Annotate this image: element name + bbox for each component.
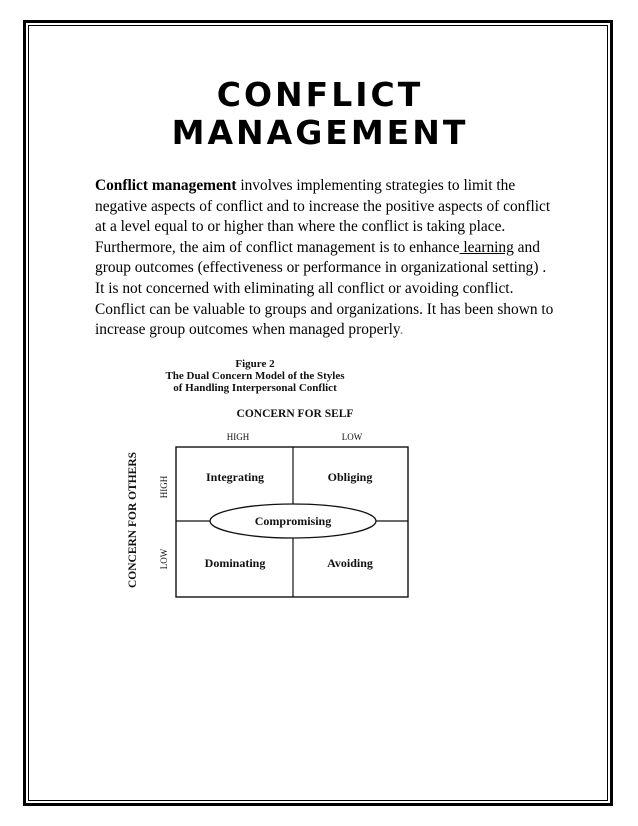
paragraph-text-2: and group outcomes (effectiveness or performance in organizational setting) . It is not concerned with eliminating all conflict or avoiding conflict. Conflict can be valuable to groups and organizations. It has been shown to increase group outcomes when managed properly [95, 238, 554, 339]
title-line-1: CONFLICT [216, 75, 424, 114]
figure-caption-line-2: of Handling Interpersonal Conflict [173, 382, 337, 394]
x-high-label: HIGH [226, 432, 250, 442]
y-low-label: LOW [159, 548, 169, 570]
quadrant-compromising: Compromising [254, 514, 332, 528]
dual-concern-figure [110, 355, 430, 605]
bold-lead: Conflict management [95, 177, 237, 194]
y-high-label: HIGH [159, 475, 169, 499]
quadrant-integrating: Integrating [206, 470, 264, 484]
paragraph-text-1: involves implementing strategies to limit the negative aspects of conflict and to increase the positive aspects of conflict at a level equal to or higher than where the conflict is taking place. Furthermore, the aim of conflict management is to enhance [95, 177, 551, 256]
learning-link[interactable]: learning [459, 238, 514, 256]
figure-caption-line-1: The Dual Concern Model of the Styles [165, 370, 345, 382]
quadrant-obliging: Obliging [327, 470, 373, 484]
title-line-2: MANAGEMENT [171, 113, 469, 152]
paragraph-end: . [399, 321, 404, 339]
x-axis-title: CONCERN FOR SELF [236, 408, 354, 420]
y-axis-title: CONCERN FOR OTHERS [127, 451, 139, 589]
quadrant-avoiding: Avoiding [327, 556, 373, 570]
body-paragraph [95, 176, 555, 341]
figure-label: Figure 2 [235, 358, 275, 370]
x-low-label: LOW [341, 432, 363, 442]
page-title [40, 76, 600, 152]
quadrant-dominating: Dominating [204, 556, 266, 570]
